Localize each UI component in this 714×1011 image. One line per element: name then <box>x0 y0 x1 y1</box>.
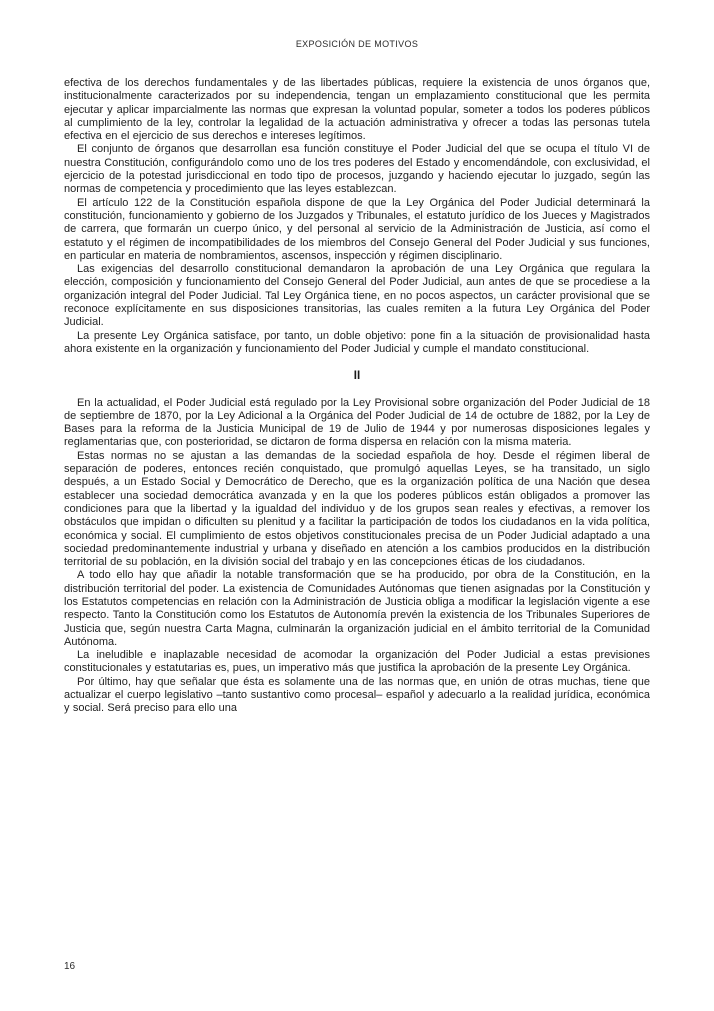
paragraph: El artículo 122 de la Constitución española dispone de que la Ley Orgánica del Poder Judicial determinará la constitución, funcionamiento y gobierno de los Juzgados y Tribunales, el estatuto jurídico de los Jueces y Magistrados de carrera, que formarán un cuerpo único, y del personal al servicio de la Administración de Justicia, así como el estatuto y el régimen de incompatibilidades de los miembros del Consejo General del Poder Judicial y sus funciones, en particular en materia de nombramientos, ascensos, inspección y régimen disciplinario. <box>64 196 650 262</box>
paragraph: Por último, hay que señalar que ésta es solamente una de las normas que, en unión de otras muchas, tiene que actualizar el cuerpo legislativo –tanto sustantivo como procesal– español y adecuarlo a la realidad jurídica, económica y social. Será preciso para ello una <box>64 675 650 715</box>
running-header: EXPOSICIÓN DE MOTIVOS <box>295 39 419 49</box>
paragraph: La ineludible e inaplazable necesidad de acomodar la organización del Poder Judicial a estas previsiones constitucionales y estatutarias es, pues, un imperativo más que justifica la aprobación de la presente Ley Orgánica. <box>64 649 650 675</box>
paragraph: Las exigencias del desarrollo constitucional demandaron la aprobación de una Ley Orgánica que regulara la elección, composición y funcionamiento del Consejo General del Poder Judicial, aun antes de que se procediese a la organización integral del Poder Judicial. Tal Ley Orgánica tiene, en no pocos aspectos, un carácter provisional que se reconoce explícitamente en sus disposiciones transitorias, las cuales remiten a la futura Ley Orgánica del Poder Judicial. <box>64 263 650 329</box>
paragraph: La presente Ley Orgánica satisface, por tanto, un doble objetivo: pone fin a la situación de provisionalidad hasta ahora existente en la organización y funcionamiento del Poder Judicial y cumple el mandato constitucional. <box>64 329 650 355</box>
paragraph: A todo ello hay que añadir la notable transformación que se ha producido, por obra de la Constitución, en la distribución territorial del poder. La existencia de Comunidades Autónomas que tienen asignadas por la Constitución y los Estatutos competencias en relación con la Administración de Justicia obliga a modificar la legislación vigente a ese respecto. Tanto la Constitución como los Estatutos de Autonomía prevén la existencia de los Tribunales Superiores de Justicia que, según nuestra Carta Magna, culminarán la organización judicial en el ámbito territorial de la Comunidad Autónoma. <box>64 569 650 648</box>
section-heading: II <box>353 370 361 383</box>
paragraph: efectiva de los derechos fundamentales y de las libertades públicas, requiere la existencia de unos órganos que, institucionalmente caracterizados por su independencia, tengan un emplazamiento constitucional que les permita ejecutar y aplicar imparcialmente las normas que expresan la voluntad popular, someter a todos los poderes públicos al cumplimiento de la ley, controlar la legalidad de la actuación administrativa y ofrecer a todas las personas tutela efectiva en el ejercicio de sus derechos e intereses legítimos. <box>64 77 650 143</box>
paragraph: Estas normas no se ajustan a las demandas de la sociedad española de hoy. Desde el régimen liberal de separación de poderes, entonces recién conquistado, que promulgó aquellas Leyes, se ha transitado, un siglo después, a un Estado Social y Democrático de Derecho, que es la organización política de una Nación que desea establecer una sociedad democrática avanzada y en la que los poderes públicos están obligados a promover las condiciones para que la libertad y la igualdad del individuo y de los grupos sean reales y efectivas, a remover los obstáculos que impidan o dificulten su plenitud y a facilitar la participación de todos los ciudadanos en la vida política, económica y social. El cumplimiento de estos objetivos constitucionales precisa de un Poder Judicial adaptado a una sociedad predominantemente industrial y urbana y diseñado en atención a los cambios producidos en la distribución territorial de su población, en la división social del trabajo y en las concepciones éticas de los ciudadanos. <box>64 449 650 569</box>
page-number: 16 <box>64 961 76 972</box>
paragraph: En la actualidad, el Poder Judicial está regulado por la Ley Provisional sobre organización del Poder Judicial de 18 de septiembre de 1870, por la Ley Adicional a la Orgánica del Poder Judicial de 14 de octubre de 1882, por la Ley de Bases para la reforma de la Justicia Municipal de 19 de Julio de 1944 y por numerosas disposiciones legales y reglamentarias que, con posterioridad, se dictaron de forma dispersa en relación con la misma materia. <box>64 396 650 449</box>
document-body <box>64 77 650 716</box>
paragraph: El conjunto de órganos que desarrollan esa función constituye el Poder Judicial del que se ocupa el título VI de nuestra Constitución, configurándolo como uno de los tres poderes del Estado y encomendándole, con exclusividad, el ejercicio de la potestad jurisdiccional en todo tipo de procesos, juzgando y haciendo ejecutar lo juzgado, según las normas de competencia y procedimiento que las leyes establezcan. <box>64 143 650 196</box>
